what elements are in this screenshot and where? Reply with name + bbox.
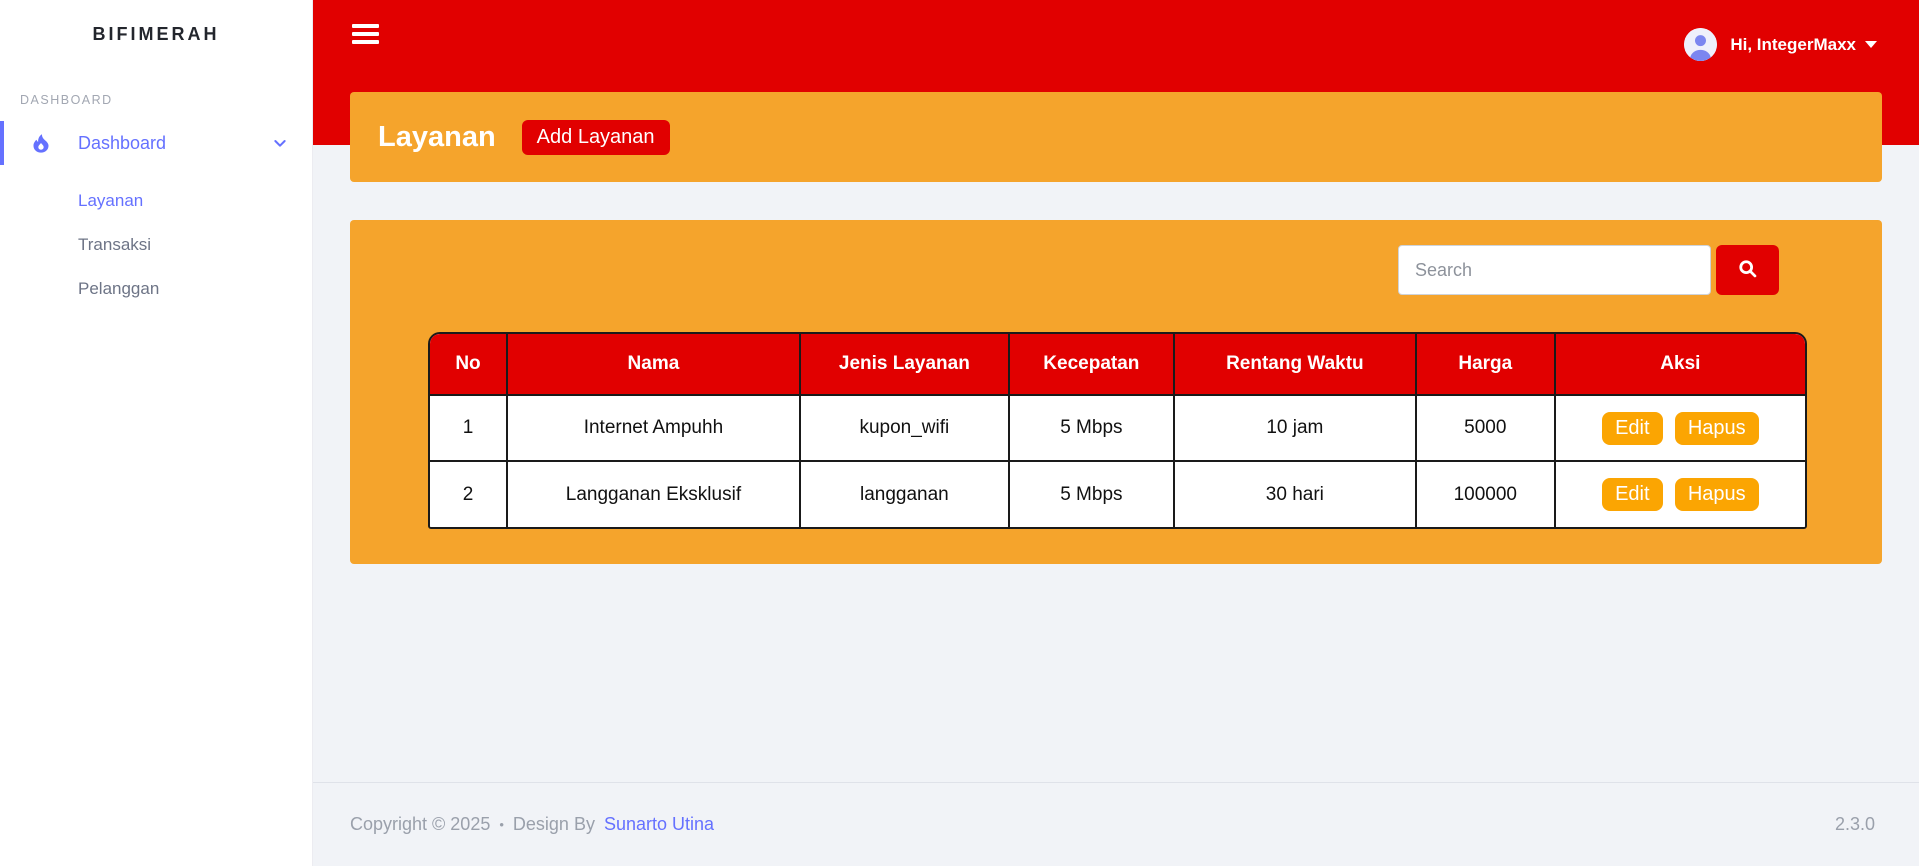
col-header-aksi: Aksi <box>1555 334 1805 395</box>
edit-button[interactable]: Edit <box>1602 412 1662 445</box>
page-title: Layanan <box>378 120 496 153</box>
cell-jenis: kupon_wifi <box>800 395 1009 461</box>
col-header-nama: Nama <box>507 334 800 395</box>
fire-icon <box>30 132 52 154</box>
cell-nama: Internet Ampuhh <box>507 395 800 461</box>
page-header-banner <box>350 92 1882 182</box>
chevron-down-icon <box>272 135 288 151</box>
content-card <box>350 220 1882 564</box>
main-area <box>313 0 1919 866</box>
cell-rentang: 30 hari <box>1174 461 1416 527</box>
col-header-harga: Harga <box>1416 334 1555 395</box>
copyright-text: Copyright © 2025 <box>350 814 491 834</box>
edit-button[interactable]: Edit <box>1602 478 1662 511</box>
avatar <box>1684 28 1717 61</box>
hapus-button[interactable]: Hapus <box>1675 412 1759 445</box>
cell-nama: Langganan Eksklusif <box>507 461 800 527</box>
search-button[interactable] <box>1716 245 1779 295</box>
author-link[interactable]: Sunarto Utina <box>603 814 715 834</box>
cell-kecepatan: 5 Mbps <box>1009 461 1174 527</box>
dot-separator: • <box>499 817 504 832</box>
sidebar-item-dashboard-label: Dashboard <box>78 132 167 153</box>
col-header-no: No <box>430 334 507 395</box>
hapus-button[interactable]: Hapus <box>1675 478 1759 511</box>
table-row <box>430 461 1805 527</box>
cell-kecepatan: 5 Mbps <box>1009 395 1174 461</box>
brand-logo: BIFIMERAH <box>92 24 220 44</box>
sidebar-section-label: DASHBOARD <box>20 93 113 107</box>
user-greeting: Hi, IntegerMaxx <box>1730 34 1856 54</box>
search-row <box>350 245 1882 295</box>
design-by-text: Design By <box>512 814 595 834</box>
magnifier-icon <box>1737 258 1758 282</box>
cell-jenis: langganan <box>800 461 1009 527</box>
sidebar <box>0 0 313 866</box>
content-spacer <box>313 564 1919 782</box>
col-header-rentang-waktu: Rentang Waktu <box>1174 334 1416 395</box>
footer <box>313 782 1919 866</box>
cell-harga: 100000 <box>1416 461 1555 527</box>
footer-credits <box>350 814 714 835</box>
cell-no: 1 <box>430 395 507 461</box>
layanan-table <box>428 332 1807 529</box>
version-label: 2.3.0 <box>1834 814 1875 834</box>
sidebar-item-transaksi[interactable]: Transaksi <box>78 235 152 254</box>
table-header-row <box>430 334 1805 395</box>
sidebar-item-layanan[interactable]: Layanan <box>78 191 144 210</box>
search-input[interactable] <box>1398 245 1711 295</box>
sidebar-submenu <box>0 179 312 311</box>
cell-rentang: 10 jam <box>1174 395 1416 461</box>
add-layanan-button[interactable]: Add Layanan <box>522 120 670 155</box>
col-header-jenis-layanan: Jenis Layanan <box>800 334 1009 395</box>
cell-aksi <box>1555 461 1805 527</box>
user-menu[interactable] <box>1684 28 1877 61</box>
cell-no: 2 <box>430 461 507 527</box>
cell-harga: 5000 <box>1416 395 1555 461</box>
col-header-kecepatan: Kecepatan <box>1009 334 1174 395</box>
caret-down-icon <box>1865 41 1877 48</box>
sidebar-item-pelanggan[interactable]: Pelanggan <box>78 279 160 298</box>
cell-aksi <box>1555 395 1805 461</box>
hamburger-icon[interactable] <box>352 24 379 48</box>
table-row <box>430 395 1805 461</box>
sidebar-item-dashboard[interactable] <box>0 121 312 165</box>
